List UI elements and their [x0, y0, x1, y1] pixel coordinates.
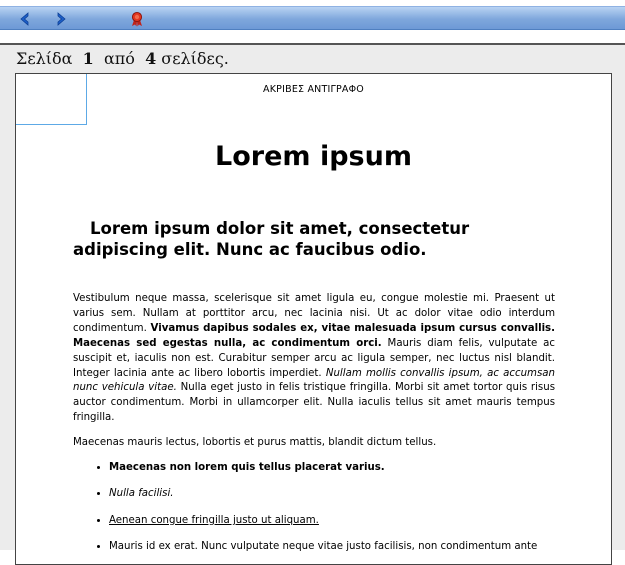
- pager-prefix: Σελίδα: [16, 49, 73, 68]
- list-item-text: Mauris id ex erat. Nunc vulputate neque vitae justo facilisis, non condimentum ante: [109, 541, 538, 553]
- award-ribbon-icon: [130, 11, 144, 27]
- paragraph: [73, 292, 555, 426]
- pager-suffix: σελίδες.: [161, 49, 229, 68]
- certificate-button[interactable]: [128, 11, 146, 27]
- signature-box: [16, 74, 87, 125]
- list-item: [109, 461, 555, 476]
- list-item: [109, 514, 555, 529]
- paragraph-text: Vestibulum neque massa, scelerisque sit amet ligula eu, congue molestie mi. Praesent ut varius sem. Nullam at porttitor arcu, nec lacinia nisi. Ut ac dolor vitae odio interdum condimentum.: [73, 293, 555, 334]
- pager-total-pages: 4: [145, 49, 157, 68]
- pager-current-page: 1: [82, 49, 94, 68]
- paragraph-italic-text: Nullam mollis convallis ipsum, ac accumsan nunc vehicula vitae.: [73, 367, 555, 394]
- paragraph-text: Nulla eget justo in felis tristique fringilla. Morbi sit amet tortor quis risus auctor condimentum. Morbi in ullamcorper elit. Nulla iaculis tellus sit amet mauris tempus fringilla.: [73, 382, 556, 424]
- back-button[interactable]: [16, 11, 34, 27]
- document-title: Lorem ipsum: [215, 141, 412, 172]
- list-item: [109, 487, 555, 502]
- page-indicator: [16, 49, 229, 69]
- list-item-text: Nulla facilisi.: [109, 488, 174, 500]
- document-body: [73, 292, 555, 565]
- chevron-left-icon: [18, 12, 32, 26]
- paragraph: Maecenas mauris lectus, lobortis et purus mattis, blandit dictum tellus.: [73, 437, 437, 449]
- toolbar-bar: [0, 6, 625, 30]
- document-page[interactable]: [15, 73, 612, 565]
- document-subtitle: Lorem ipsum dolor sit amet, consectetur adipiscing elit. Nunc ac faucibus odio.: [73, 219, 470, 259]
- chevron-right-icon: [54, 12, 68, 26]
- toolbar: [0, 0, 625, 34]
- bullet-list: [73, 461, 555, 555]
- paragraph-bold-text: Vivamus dapibus sodales ex, vitae malesuada ipsum cursus convallis. Maecenas sed egestas nulla, ac condimentum orci.: [73, 322, 555, 349]
- forward-button[interactable]: [52, 11, 70, 27]
- list-item-text: Aenean congue fringilla justo ut aliquam.: [109, 514, 319, 526]
- paragraph-text: Mauris diam felis, vulputate ac suscipit et, iaculis non est. Curabitur semper arcu ac ligula semper, nec luctus nisl blandit. Integer lacinia ante ac libero lobortis imperdiet.: [73, 337, 555, 379]
- document-viewer: [0, 43, 625, 553]
- list-item-text: Maecenas non lorem quis tellus placerat varius.: [109, 462, 385, 474]
- copy-stamp: ΑΚΡΙΒΕΣ ΑΝΤΙΓΡΑΦΟ: [263, 84, 364, 95]
- pager-middle: από: [103, 49, 135, 68]
